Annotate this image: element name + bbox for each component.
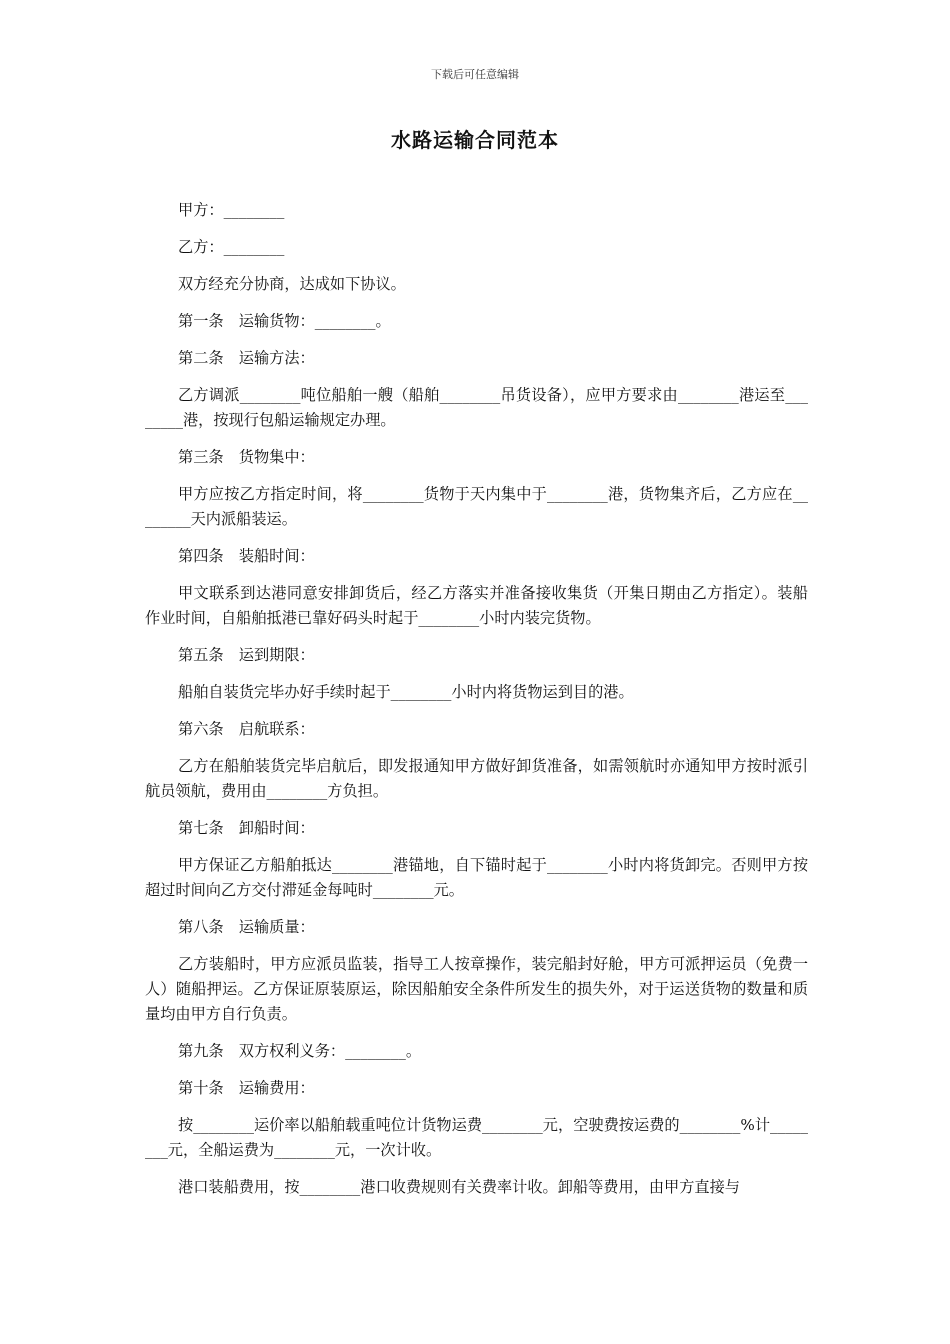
- article-1-heading: 第一条 运输货物：________。: [178, 312, 391, 330]
- article-2-heading: 第二条 运输方法：: [178, 349, 315, 367]
- article-8-text: 乙方装船时，甲方应派员监装，指导工人按章操作，装完船封好舱，甲方可派押运员（免费一人）随船押运。乙方保证原装原运，除因船舶安全条件所发生的损失外，对于运送货物的数量和质量均由甲方自行负责。: [145, 955, 808, 1023]
- article-4-text: 甲文联系到达港同意安排卸货后，经乙方落实并准备接收集货（开集日期由乙方指定）。装船作业时间，自船舶抵港已靠好码头时起于________小时内装完货物。: [145, 584, 808, 627]
- article-6-text: 乙方在船舶装货完毕启航后，即发报通知甲方做好卸货准备，如需领航时亦通知甲方按时派引航员领航，费用由________方负担。: [145, 757, 808, 800]
- article-10-text: 按________运价率以船舶载重吨位计货物运费________元，空驶费按运费的________%计________元，全船运费为________元，一次计收。: [145, 1116, 808, 1159]
- header-note: 下载后可任意编辑: [431, 68, 519, 81]
- article-4-heading: 第四条 装船时间：: [178, 547, 315, 565]
- article-7-text: 甲方保证乙方船舶抵达________港锚地，自下锚时起于________小时内将货卸完。否则甲方按超过时间向乙方交付滞延金每吨时________元。: [145, 856, 808, 899]
- article-3-text: 甲方应按乙方指定时间，将________货物于天内集中于________港，货物集齐后，乙方应在________天内派船装运。: [145, 485, 808, 528]
- article-10-heading: 第十条 运输费用：: [178, 1079, 315, 1097]
- article-6-heading: 第六条 启航联系：: [178, 720, 315, 738]
- article-5-heading: 第五条 运到期限：: [178, 646, 315, 664]
- article-5-text: 船舶自装货完毕办好手续时起于________小时内将货物运到目的港。: [178, 683, 634, 701]
- contract-body: [145, 198, 808, 1212]
- document-title: 水路运输合同范本: [391, 128, 559, 152]
- article-9-heading: 第九条 双方权利义务：________。: [178, 1042, 421, 1060]
- article-8-heading: 第八条 运输质量：: [178, 918, 315, 936]
- article-3-heading: 第三条 货物集中：: [178, 448, 315, 466]
- agreement-intro: 双方经充分协商，达成如下协议。: [178, 275, 406, 293]
- party-b-line: 乙方：________: [178, 238, 285, 256]
- article-7-heading: 第七条 卸船时间：: [178, 819, 315, 837]
- party-a-line: 甲方：________: [178, 201, 285, 219]
- article-2-text: 乙方调派________吨位船舶一艘（船舶________吊货设备），应甲方要求由________港运至________港，按现行包船运输规定办理。: [145, 386, 808, 429]
- article-10-port-fees: 港口装船费用，按________港口收费规则有关费率计收。卸船等费用，由甲方直接与: [178, 1178, 740, 1196]
